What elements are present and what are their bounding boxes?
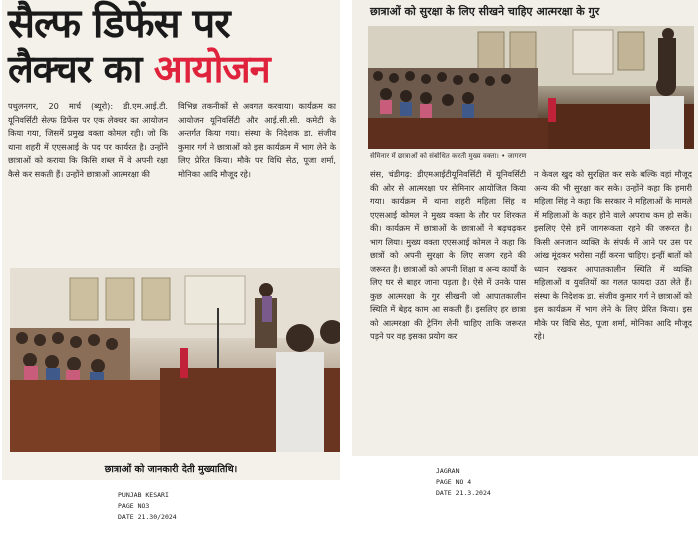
headline-highlight: आयोजन (153, 47, 270, 91)
article-column-2: विभिन्न तकनीकों से अवगत करवाया। कार्यक्रम का आयोजन यूनिवर्सिटी और आई.सी.सी. कमेटी के अन्तर्गत किया गया। संस्था के निदेशक डा. संजीव कुमार गर्ग ने छात्राओं को इस कार्यक्रम में भाग लेने के लिए प्रेरित किया। मौके पर विधि सेठ, पूजा शर्मा, मोनिका आदि मौजूद रहे। (178, 101, 336, 179)
photo-caption: छात्राओं को जानकारी देती मुख्यातिथि। (104, 464, 238, 475)
right-source-name: JAGRAN (436, 467, 460, 475)
headline-line2-prefix: लैक्चर का (8, 47, 142, 91)
punjab-kesari-clipping (2, 0, 340, 480)
headline-line2 (8, 47, 338, 91)
right-source-footer (436, 466, 491, 499)
seminar-illustration (368, 26, 694, 149)
headline-line1: सैल्फ डिफेंस पर (8, 1, 230, 47)
article-column-1: संस, चंडीगढ़: डीएमआईटीयूनिवर्सिटी में यूनिवर्सिटी की ओर से आत्मरक्षा पर सेमिनार आयोजित किया गया। कार्यक्रम में थाना शहरी महिला सिंह व एएसआई कोमल ने मुख्य वक्ता के तौर पर शिरकत की। कार्यक्रम में छात्राओं के छात्राओं ने बढ़चढ़कर भाग लिया। मुख्य वक्ता एएसआई कोमल ने कहा कि छात्रों को अपनी सुरक्षा के लिए सजग रहने की जरूरत है। छात्राओं को अपनी शिक्षा व अन्य कार्यों के लिए घर से बाहर जाना पड़ता है। ऐसे में उनके पास कुछ आत्मरक्षा के गुर सीखनी जो आपातकालीन स्थिति में बेहद काम आ सकती हैं। इसलिए हर छात्रा को आत्मरक्षा की ट्रेनिंग लेनी चाहिए ताकि जरूरत पड़ने पर वह इसका प्रयोग कर (370, 169, 526, 341)
lecture-hall-illustration (10, 268, 340, 452)
lecture-hall-photo (10, 268, 340, 452)
left-page-number: PAGE NO3 (118, 502, 150, 510)
left-source-footer (118, 490, 177, 523)
left-source-name: PUNJAB KESARI (118, 491, 169, 499)
article-column-1: पथुलनगर, 20 मार्च (ब्यूरो): डी.एम.आई.टी. यूनिवर्सिटी सेल्फ डिफेंस पर एक लेक्चर का आयोजन किया गया, जिसमें प्रमुख वक्ता कोमल रही। जो कि थाना शहरी में एएसआई के पद पर कार्यरत है। उन्होंने छात्राओं को कराया कि किसि शब्ल में वे अपनी रक्षा कैसे कर सकती हैं। उन्होंने छात्राओं आत्मरक्षा की (8, 101, 168, 179)
headline: छात्राओं को सुरक्षा के लिए सीखने चाहिए आत्मरक्षा के गुर (370, 5, 600, 18)
photo-caption: सेमिनार में छात्राओं को संबोधित करती मुख्य वक्ता। • जागरण (370, 152, 527, 160)
article-column-2: न केवल खुद को सुरक्षित कर सके बल्कि वहां मौजूद अन्य की भी सुरक्षा कर सके। उन्होंने कहा कि हमारी महिला सिंह ने कहा कि सरकार ने महिलाओं के मामले में महिलाओं के कहर होने वाले अपराध कम हो सकें। इसलिए ऐसे हमें जागरूकता रहने की जरूरत है। किसी अनजान व्यक्ति के संपर्क में आने पर उस पर आंख मूंदकर भरोसा नहीं करना चाहिए। इन्हीं बातों को ध्यान रखकर आपातकालीन स्थिति में व्यक्ति महिलाओं व युवतियों का गलत फायदा उठा लेते हैं। संस्था के निदेशक डा. संजीव कुमार गर्ग ने छात्राओं को इस कार्यक्रम में भाग लेने के लिए प्रेरित किया। इस मौके पर विधि सेठ, पूजा शर्मा, मोनिका आदि मौजूद रहे। (534, 169, 692, 341)
left-date: DATE 21.30/2024 (118, 513, 177, 521)
seminar-photo (368, 26, 694, 149)
jagran-clipping (352, 0, 698, 456)
right-page-number: PAGE NO 4 (436, 478, 472, 486)
right-date: DATE 21.3.2024 (436, 489, 491, 497)
